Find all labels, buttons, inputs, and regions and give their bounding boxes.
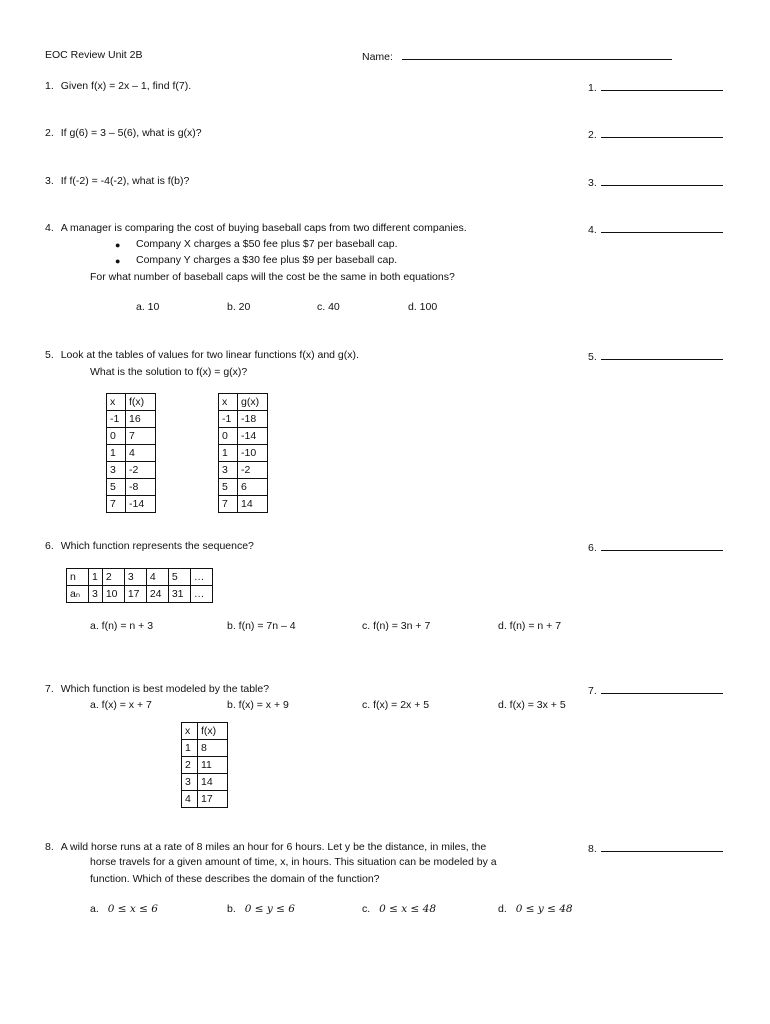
table-cell: 11: [198, 757, 228, 774]
table-header-row: [182, 723, 228, 740]
question-number: 1.: [45, 80, 54, 92]
table-cell: 1: [107, 445, 126, 462]
answer-8[interactable]: [588, 841, 723, 855]
answer-number: 5.: [588, 351, 597, 363]
question-2: [45, 127, 202, 139]
table-cell: -1: [107, 411, 126, 428]
table-q7: [181, 722, 228, 808]
table-cell: 31: [168, 586, 190, 603]
table-row: [219, 428, 268, 445]
question-7: [45, 683, 269, 695]
table-cell: 1: [89, 569, 103, 586]
table-cell: 5: [168, 569, 190, 586]
question-prompt: For what number of baseball caps will the cost be the same in both equations?: [90, 271, 455, 283]
question-text: A manager is comparing the cost of buying baseball caps from two different companies.: [60, 222, 467, 234]
table-cell: 3: [219, 462, 238, 479]
answer-5[interactable]: [588, 349, 723, 363]
answer-blank[interactable]: [601, 841, 723, 852]
table-cell: 3: [182, 774, 198, 791]
table-header-row: [107, 394, 156, 411]
table-row: [107, 496, 156, 513]
choice-letter: d.: [498, 903, 507, 915]
choice-b[interactable]: b. 20: [227, 301, 251, 313]
choice-math: 0 ≤ x ≤ 6: [107, 903, 158, 915]
table-cell: 7: [107, 496, 126, 513]
question-text: Look at the tables of values for two linear functions f(x) and g(x).: [60, 349, 359, 361]
table-row: [107, 462, 156, 479]
choice-math: 0 ≤ y ≤ 6: [244, 903, 295, 915]
bullet-text: Company X charges a $50 fee plus $7 per baseball cap.: [136, 238, 398, 250]
table-cell: 10: [102, 586, 124, 603]
table-row: [219, 411, 268, 428]
table-cell: 3: [89, 586, 103, 603]
table-cell: 8: [198, 740, 228, 757]
question-text: A wild horse runs at a rate of 8 miles an hour for 6 hours. Let y be the distance, in miles, the: [60, 841, 487, 853]
table-cell: 5: [219, 479, 238, 496]
question-8: [45, 841, 486, 853]
question-number: 7.: [45, 683, 54, 695]
table-cell: …: [190, 569, 212, 586]
question-text: If f(-2) = -4(-2), what is f(b)?: [60, 175, 190, 187]
question-number: 5.: [45, 349, 54, 361]
table-cell: -2: [238, 462, 268, 479]
choice-letter: c.: [362, 903, 371, 915]
table-cell: 4: [146, 569, 168, 586]
table-row: [182, 774, 228, 791]
table-row: [182, 791, 228, 808]
answer-6[interactable]: [588, 540, 723, 554]
answer-number: 8.: [588, 843, 597, 855]
question-text: Which function represents the sequence?: [60, 540, 254, 552]
table-header: x: [219, 394, 238, 411]
question-prompt: What is the solution to f(x) = g(x)?: [90, 366, 248, 378]
table-cell: 7: [126, 428, 156, 445]
question-1: [45, 80, 191, 92]
table-row: [219, 479, 268, 496]
table-row: [107, 428, 156, 445]
table-row: [219, 445, 268, 462]
table-row: [107, 411, 156, 428]
choice-letter: a.: [90, 903, 99, 915]
answer-7[interactable]: [588, 683, 723, 697]
answer-number: 2.: [588, 129, 597, 141]
bullet-icon: ●: [115, 240, 121, 250]
name-blank[interactable]: [402, 49, 672, 60]
choice-c[interactable]: c. 40: [317, 301, 340, 313]
table-header: aₙ: [67, 586, 89, 603]
table-row: [182, 757, 228, 774]
table-cell: -10: [238, 445, 268, 462]
table-row: [182, 740, 228, 757]
table-cell: 6: [238, 479, 268, 496]
choice-d[interactable]: [498, 903, 573, 915]
table-cell: 16: [126, 411, 156, 428]
table-cell: 14: [238, 496, 268, 513]
choice-c[interactable]: [362, 903, 436, 915]
table-g: [218, 393, 268, 513]
table-cell: 0: [219, 428, 238, 445]
question-text: If g(6) = 3 – 5(6), what is g(x)?: [60, 127, 202, 139]
table-cell: -2: [126, 462, 156, 479]
choice-letter: b.: [227, 903, 236, 915]
worksheet-title: EOC Review Unit 2B: [45, 49, 143, 61]
choice-a[interactable]: a. f(n) = n + 3: [90, 620, 154, 632]
table-cell: 24: [146, 586, 168, 603]
table-row: [67, 569, 213, 586]
question-text-line: function. Which of these describes the domain of the function?: [90, 873, 380, 885]
choice-math: 0 ≤ y ≤ 48: [515, 903, 573, 915]
question-3: [45, 175, 189, 187]
choice-b[interactable]: [227, 903, 295, 915]
table-cell: 4: [126, 445, 156, 462]
table-cell: 7: [219, 496, 238, 513]
table-cell: 17: [124, 586, 146, 603]
answer-1[interactable]: [588, 80, 723, 94]
table-row: [219, 496, 268, 513]
table-f: [106, 393, 156, 513]
table-row: [107, 445, 156, 462]
question-5: [45, 349, 359, 361]
table-cell: 14: [198, 774, 228, 791]
answer-blank[interactable]: [601, 540, 723, 551]
answer-2[interactable]: [588, 127, 723, 141]
table-header: x: [107, 394, 126, 411]
name-field[interactable]: [362, 49, 672, 63]
table-cell: 1: [182, 740, 198, 757]
answer-number: 1.: [588, 82, 597, 94]
choice-math: 0 ≤ x ≤ 48: [379, 903, 437, 915]
question-text-line: horse travels for a given amount of time, x, in hours. This situation can be modeled by a: [90, 856, 497, 868]
question-text: Given f(x) = 2x – 1, find f(7).: [60, 80, 192, 92]
table-row: [67, 586, 213, 603]
table-header: g(x): [238, 394, 268, 411]
choice-b[interactable]: b. f(n) = 7n – 4: [227, 620, 296, 632]
table-cell: 1: [219, 445, 238, 462]
table-cell: -14: [238, 428, 268, 445]
question-number: 3.: [45, 175, 54, 187]
question-text: Which function is best modeled by the table?: [60, 683, 270, 695]
table-cell: 17: [198, 791, 228, 808]
question-number: 2.: [45, 127, 54, 139]
table-cell: 4: [182, 791, 198, 808]
question-number: 8.: [45, 841, 54, 853]
table-cell: -1: [219, 411, 238, 428]
table-header: f(x): [198, 723, 228, 740]
answer-blank[interactable]: [601, 175, 723, 186]
answer-number: 7.: [588, 685, 597, 697]
bullet-icon: ●: [115, 256, 121, 266]
choice-a[interactable]: a. f(x) = x + 7: [90, 699, 152, 711]
choice-c[interactable]: c. f(x) = 2x + 5: [362, 699, 430, 711]
answer-4[interactable]: [588, 222, 723, 236]
table-cell: -8: [126, 479, 156, 496]
table-cell: 3: [124, 569, 146, 586]
choice-d[interactable]: d. f(x) = 3x + 5: [498, 699, 566, 711]
choice-a[interactable]: [90, 903, 158, 915]
table-header-row: [219, 394, 268, 411]
table-cell: -14: [126, 496, 156, 513]
table-cell: 2: [102, 569, 124, 586]
table-cell: 2: [182, 757, 198, 774]
answer-blank[interactable]: [601, 80, 723, 91]
answer-blank[interactable]: [601, 222, 723, 233]
table-header: n: [67, 569, 89, 586]
table-cell: 5: [107, 479, 126, 496]
question-number: 4.: [45, 222, 54, 234]
table-header: f(x): [126, 394, 156, 411]
answer-number: 3.: [588, 177, 597, 189]
table-cell: 3: [107, 462, 126, 479]
table-header: x: [182, 723, 198, 740]
choice-a[interactable]: a. 10: [136, 301, 160, 313]
question-4: [45, 222, 467, 234]
table-cell: -18: [238, 411, 268, 428]
answer-3[interactable]: [588, 175, 723, 189]
sequence-table: [66, 568, 213, 603]
choice-d[interactable]: d. 100: [408, 301, 438, 313]
question-number: 6.: [45, 540, 54, 552]
table-row: [107, 479, 156, 496]
answer-blank[interactable]: [601, 349, 723, 360]
answer-number: 4.: [588, 224, 597, 236]
answer-blank[interactable]: [601, 127, 723, 138]
table-row: [219, 462, 268, 479]
choice-b[interactable]: b. f(x) = x + 9: [227, 699, 289, 711]
table-cell: 0: [107, 428, 126, 445]
choice-c[interactable]: c. f(n) = 3n + 7: [362, 620, 431, 632]
answer-number: 6.: [588, 542, 597, 554]
question-6: [45, 540, 254, 552]
table-cell: …: [190, 586, 212, 603]
bullet-text: Company Y charges a $30 fee plus $9 per baseball cap.: [136, 254, 398, 266]
choice-d[interactable]: d. f(n) = n + 7: [498, 620, 562, 632]
answer-blank[interactable]: [601, 683, 723, 694]
name-label: Name:: [362, 51, 393, 63]
